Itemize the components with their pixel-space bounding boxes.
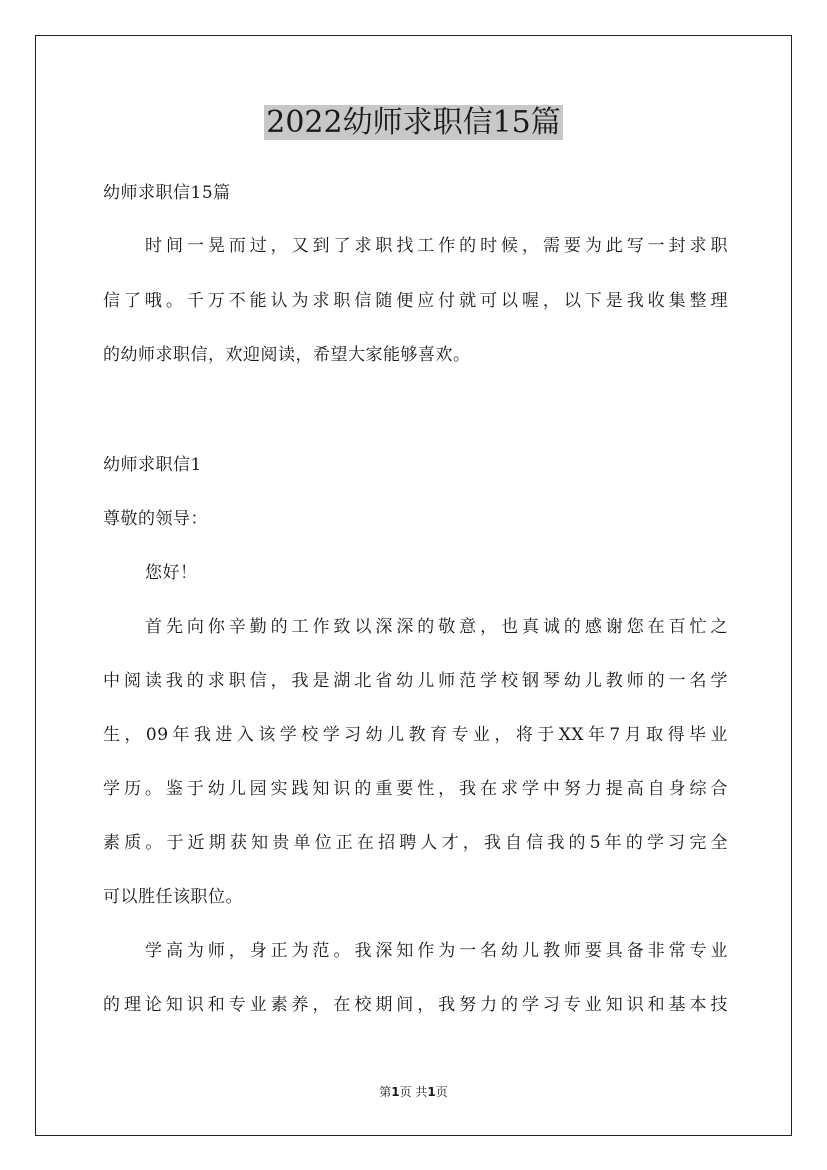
salutation: 尊敬的领导： <box>103 509 208 529</box>
footer-page-number: 1 <box>391 1085 400 1099</box>
letter-heading: 幼师求职信1 <box>103 455 202 475</box>
footer-prefix: 第 <box>379 1085 392 1099</box>
para1-line-5: 素质。于近期获知贵单位正在招聘人才，我自信我的5年的学习完全 <box>103 833 728 853</box>
intro-line-1: 时间一晃而过，又到了求职找工作的时候，需要为此写一封求职 <box>145 236 728 256</box>
intro-line-3: 的幼师求职信，欢迎阅读，希望大家能够喜欢。 <box>103 345 471 365</box>
footer-mid: 页 共 <box>399 1085 428 1099</box>
para1-line-6: 可以胜任该职位。 <box>103 887 243 907</box>
document-title <box>0 101 827 145</box>
intro-line-2: 信了哦。千万不能认为求职信随便应付就可以喔，以下是我收集整理 <box>103 291 728 311</box>
para1-line-4: 学历。鉴于幼儿园实践知识的重要性，我在求学中努力提高自身综合 <box>103 779 728 799</box>
title-highlight: 2022幼师求职信15篇 <box>266 105 561 140</box>
document-subtitle: 幼师求职信15篇 <box>103 183 231 203</box>
para1-line-1: 首先向你辛勤的工作致以深深的敬意，也真诚的感谢您在百忙之 <box>145 617 728 637</box>
greeting: 您好！ <box>145 563 198 583</box>
para2-line-2: 的理论知识和专业素养，在校期间，我努力的学习专业知识和基本技 <box>103 995 728 1015</box>
para1-line-3: 生，09年我进入该学校学习幼儿教育专业，将于XX年7月取得毕业 <box>103 725 728 745</box>
para1-line-2: 中阅读我的求职信，我是湖北省幼儿师范学校钢琴幼儿教师的一名学 <box>103 671 728 691</box>
para2-line-1: 学高为师，身正为范。我深知作为一名幼儿教师要具备非常专业 <box>145 941 728 961</box>
page-footer <box>0 1084 827 1100</box>
footer-page-total: 1 <box>427 1085 436 1099</box>
footer-suffix: 页 <box>435 1085 448 1099</box>
